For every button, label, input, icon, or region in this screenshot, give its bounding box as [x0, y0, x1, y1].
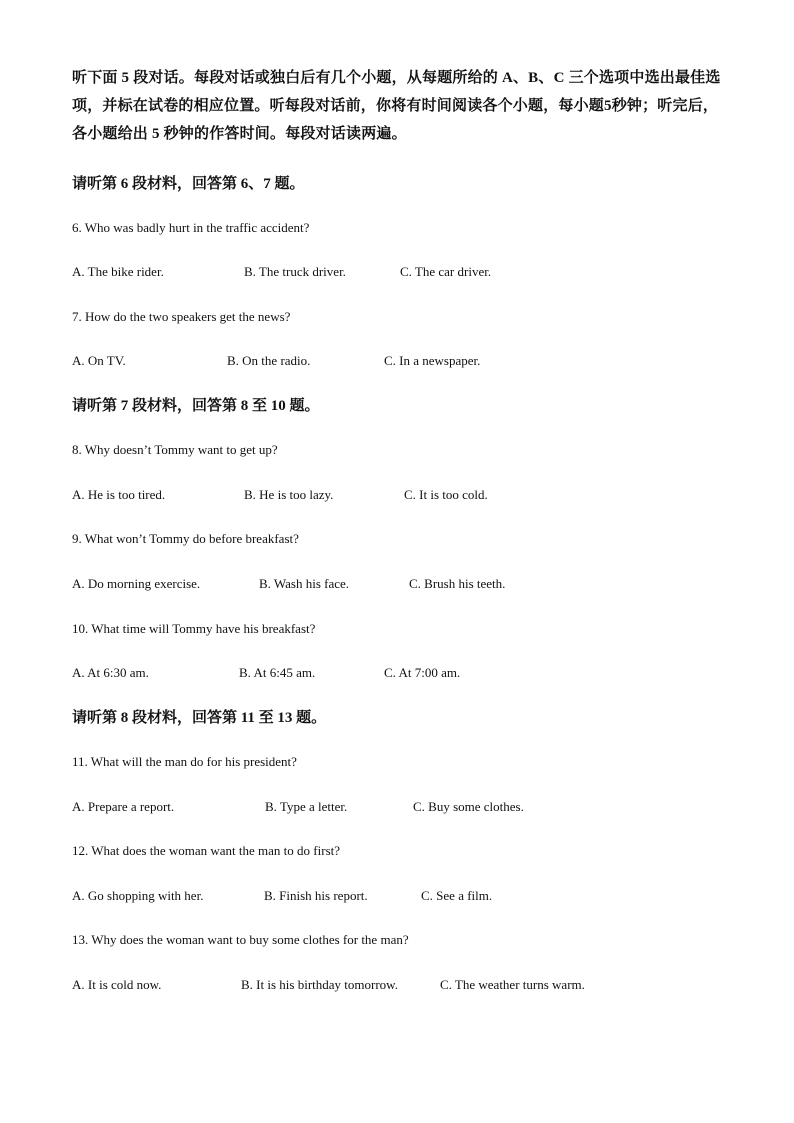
options-13	[72, 976, 722, 994]
options-8	[72, 486, 722, 504]
option-9c: C. Brush his teeth.	[409, 576, 506, 591]
question-13: 13. Why does the woman want to buy some clothes for the man?	[72, 932, 409, 947]
option-9a: A. Do morning exercise.	[72, 576, 201, 591]
option-6c: C. The car driver.	[400, 264, 492, 279]
option-12b: B. Finish his report.	[264, 888, 368, 903]
option-7a: A. On TV.	[72, 353, 126, 368]
options-12	[72, 887, 722, 905]
option-9b: B. Wash his face.	[259, 576, 350, 591]
question-9: 9. What won’t Tommy do before breakfast?	[72, 531, 299, 546]
question-10: 10. What time will Tommy have his breakfast?	[72, 621, 316, 636]
option-8c: C. It is too cold.	[404, 487, 488, 502]
option-8b: B. He is too lazy.	[244, 487, 334, 502]
option-6a: A. The bike rider.	[72, 264, 164, 279]
option-12c: C. See a film.	[421, 888, 493, 903]
option-13a: A. It is cold now.	[72, 977, 162, 992]
options-9	[72, 575, 722, 593]
option-11b: B. Type a letter.	[265, 799, 348, 814]
option-7b: B. On the radio.	[227, 353, 311, 368]
option-11c: C. Buy some clothes.	[413, 799, 524, 814]
question-8: 8. Why doesn’t Tommy want to get up?	[72, 442, 278, 457]
option-13b: B. It is his birthday tomorrow.	[241, 977, 398, 992]
section-heading-6: 请听第 6 段材料，回答第 6、7 题。	[72, 176, 305, 192]
option-7c: C. In a newspaper.	[384, 353, 481, 368]
question-12: 12. What does the woman want the man to do first?	[72, 843, 341, 858]
option-6b: B. The truck driver.	[244, 264, 346, 279]
options-7	[72, 352, 722, 370]
option-13c: C. The weather turns warm.	[440, 977, 585, 992]
options-10	[72, 664, 722, 682]
options-11	[72, 798, 722, 816]
question-7: 7. How do the two speakers get the news?	[72, 309, 291, 324]
option-12a: A. Go shopping with her.	[72, 888, 204, 903]
question-6: 6. Who was badly hurt in the traffic accident?	[72, 220, 310, 235]
option-10b: B. At 6:45 am.	[239, 665, 316, 680]
option-8a: A. He is too tired.	[72, 487, 166, 502]
question-11: 11. What will the man do for his president?	[72, 754, 297, 769]
section-heading-7: 请听第 7 段材料，回答第 8 至 10 题。	[72, 398, 320, 414]
section-heading-8: 请听第 8 段材料，回答第 11 至 13 题。	[72, 710, 327, 726]
option-10c: C. At 7:00 am.	[384, 665, 461, 680]
option-11a: A. Prepare a report.	[72, 799, 175, 814]
instructions-paragraph: 听下面 5 段对话。每段对话或独白后有几个小题，从每题所给的 A、B、C 三个选项中选出最佳选项，并标在试卷的相应位置。听每段对话前，你将有时间阅读各个小题，每小题5秒钟；听完后，各小题给出 5 秒钟的作答时间。每段对话读两遍。	[72, 70, 721, 142]
options-6	[72, 263, 722, 281]
option-10a: A. At 6:30 am.	[72, 665, 149, 680]
